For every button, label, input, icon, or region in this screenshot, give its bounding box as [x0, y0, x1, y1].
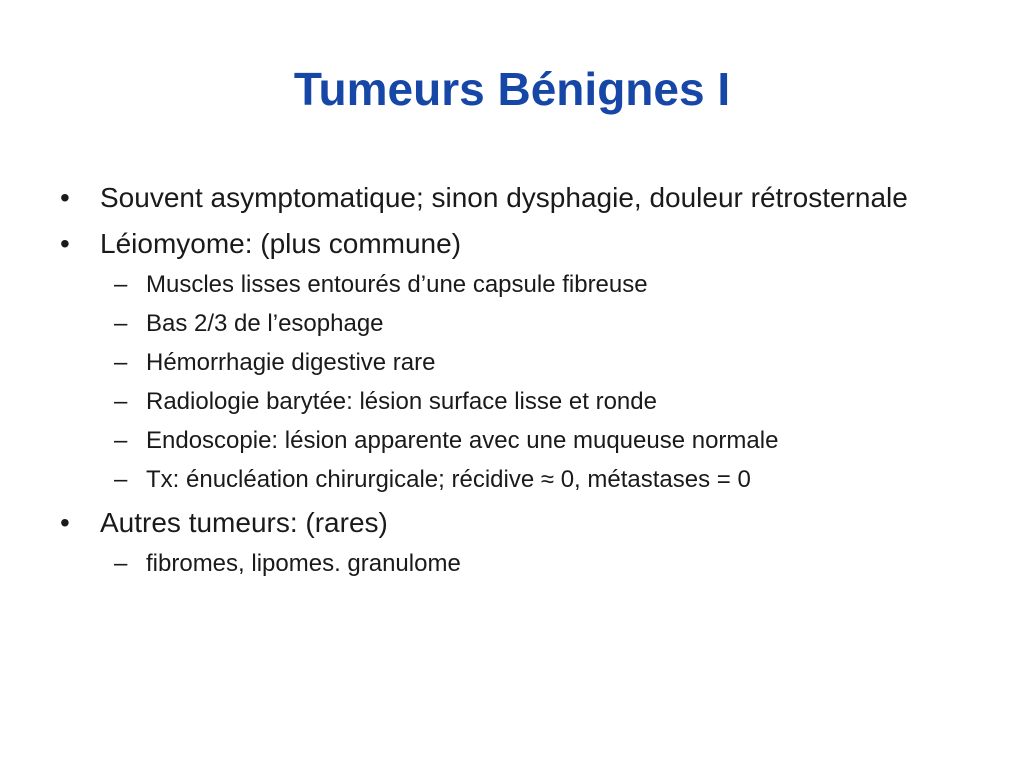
sub-item — [58, 309, 958, 339]
bullet-item — [58, 180, 958, 216]
sub-item — [58, 348, 958, 378]
bullet-icon: • — [60, 507, 70, 538]
sub-item — [58, 465, 958, 495]
sub-item — [58, 270, 958, 300]
slide-title: Tumeurs Bénignes I — [293, 63, 731, 115]
sub-item-text: Radiologie barytée: lésion surface lisse et ronde — [146, 388, 657, 415]
bullet-item — [58, 505, 958, 541]
bullet-icon: • — [60, 228, 70, 259]
sub-item-text: Muscles lisses entourés d’une capsule fibreuse — [146, 271, 648, 298]
dash-icon: – — [114, 388, 128, 415]
sub-item-text: Hémorrhagie digestive rare — [146, 349, 436, 376]
dash-icon: – — [114, 427, 128, 454]
bullet-text: Léiomyome: (plus commune) — [100, 228, 462, 259]
dash-icon: – — [114, 310, 128, 337]
sub-item-text: Endoscopie: lésion apparente avec une muqueuse normale — [146, 427, 779, 454]
sub-list — [58, 549, 958, 579]
sub-list — [58, 270, 958, 495]
bullet-text: Autres tumeurs: (rares) — [100, 507, 388, 538]
dash-icon: – — [114, 550, 128, 577]
bullet-text: Souvent asymptomatique; sinon dysphagie, douleur rétrosternale — [100, 182, 908, 213]
sub-item — [58, 549, 958, 579]
bullet-icon: • — [60, 182, 70, 213]
sub-item-text: Tx: énucléation chirurgicale; récidive ≈ 0, métastases = 0 — [146, 466, 751, 493]
sub-item-text: Bas 2/3 de l’esophage — [146, 310, 384, 337]
sub-item — [58, 426, 958, 456]
sub-item-text: fibromes, lipomes. granulome — [146, 550, 461, 577]
dash-icon: – — [114, 271, 128, 298]
dash-icon: – — [114, 466, 128, 493]
sub-item — [58, 387, 958, 417]
bullet-list — [58, 180, 958, 589]
bullet-item — [58, 226, 958, 262]
dash-icon: – — [114, 349, 128, 376]
